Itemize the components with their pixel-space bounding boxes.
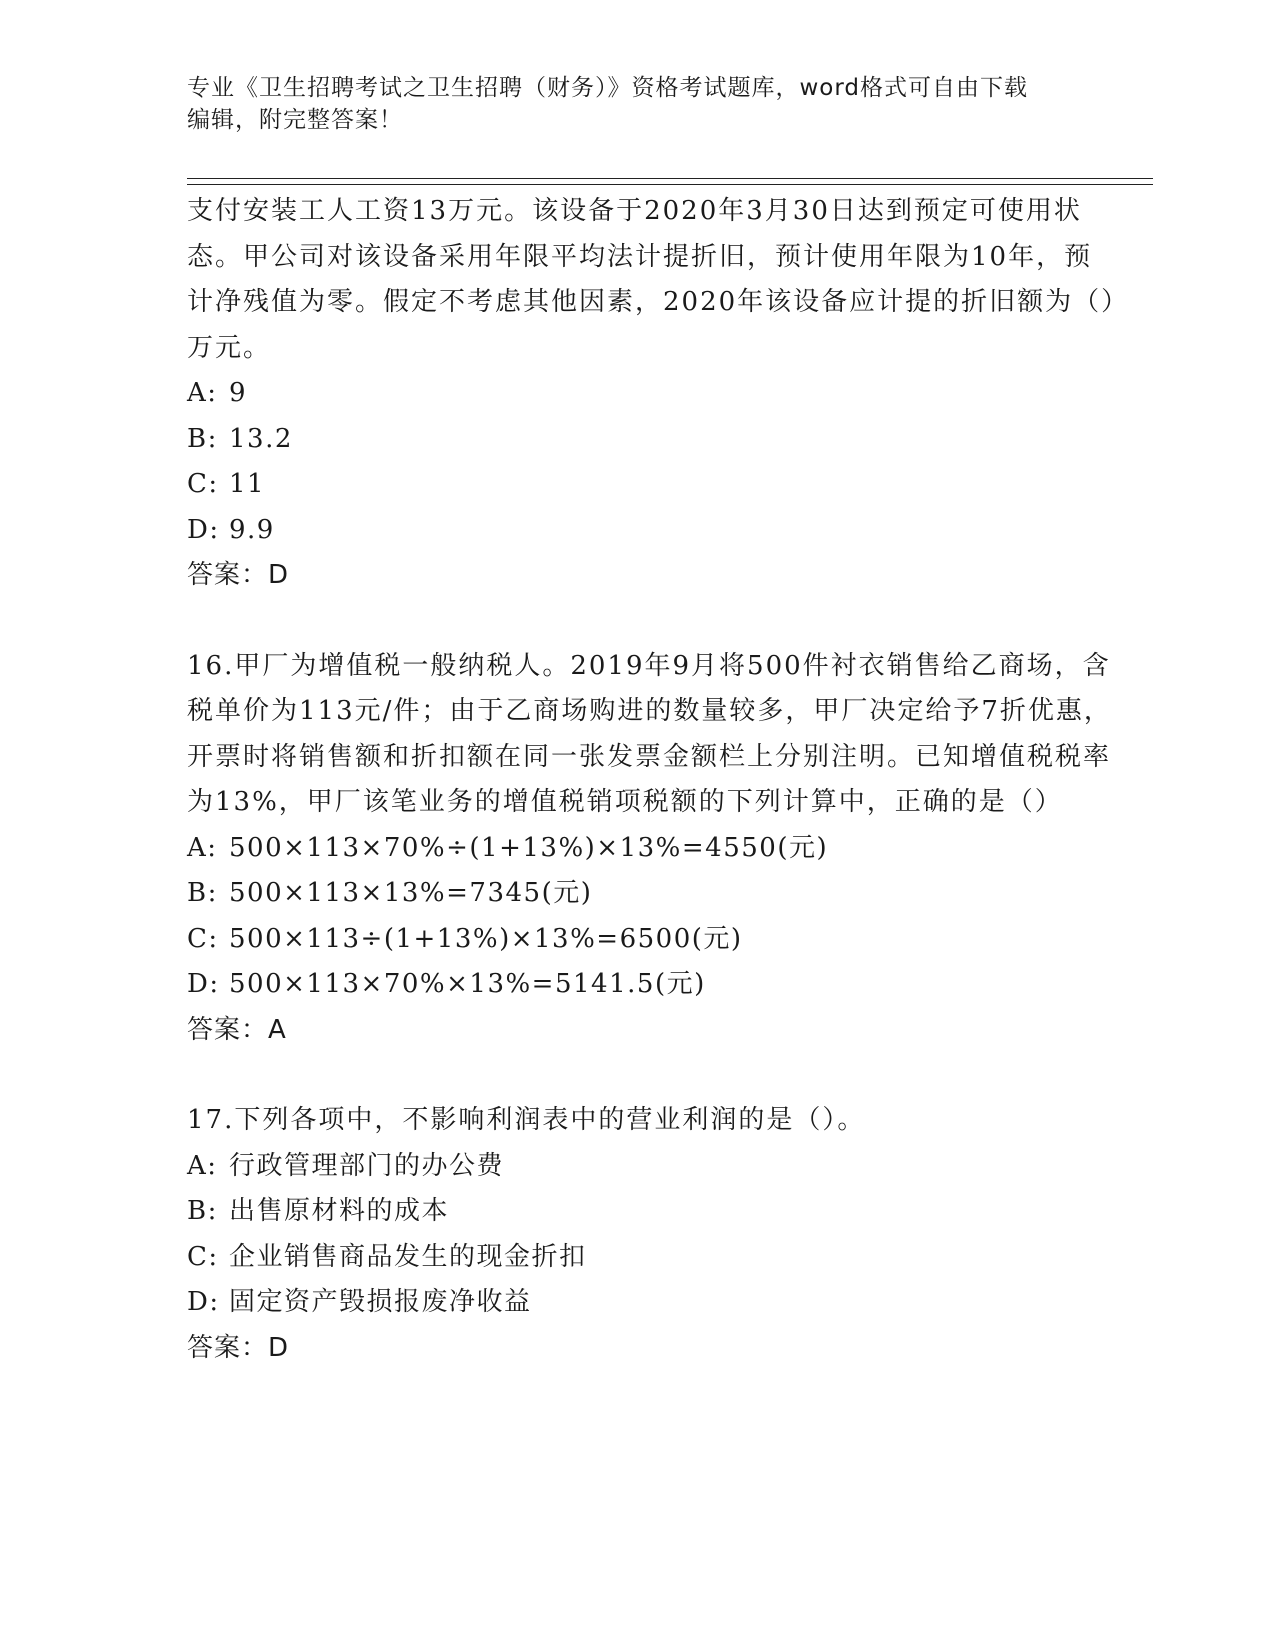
- option-c: C: 11: [187, 469, 266, 499]
- answer: 答案：D: [187, 1332, 290, 1363]
- answer: 答案：D: [187, 560, 290, 590]
- question-text: 17.下列各项中，不影响利润表中的营业利润的是（）。: [187, 1105, 866, 1135]
- question-17: [187, 1098, 1117, 1371]
- spacer: [187, 1053, 1117, 1098]
- header-rule-bottom: [187, 184, 1153, 185]
- question-text: 支付安装工人工资13万元。该设备于2020年3月30日达到预定可使用状态。甲公司对该设备采用年限平均法计提折旧，预计使用年限为10年，预计净残值为零。假定不考虑其他因素，2020年该设备应计提的折旧额为（）万元。: [187, 196, 1117, 363]
- option-a: A: 行政管理部门的办公费: [187, 1150, 505, 1181]
- option-c: C: 500×113÷(1+13%)×13%=6500(元): [187, 923, 743, 954]
- option-b: B: 13.2: [187, 423, 293, 454]
- option-c: C: 企业销售商品发生的现金折扣: [187, 1241, 587, 1272]
- header-line-1: 专业《卫生招聘考试之卫生招聘（财务）》资格考试题库，word格式可自由下载: [187, 75, 1029, 101]
- option-d: D: 9.9: [187, 514, 275, 545]
- question-list: [187, 189, 1117, 1371]
- header-rule-top: [187, 178, 1153, 179]
- header-line-2: 编辑，附完整答案！: [187, 107, 403, 133]
- option-b: B: 500×113×13%=7345(元): [187, 878, 593, 908]
- question-15: [187, 189, 1117, 599]
- question-16: [187, 644, 1117, 1054]
- document-header: [187, 72, 1087, 136]
- answer: 答案：A: [187, 1014, 287, 1045]
- question-text: 16.甲厂为增值税一般纳税人。2019年9月将500件衬衣销售给乙商场，含税单价为113元/件；由于乙商场购进的数量较多，甲厂决定给予7折优惠，开票时将销售额和折扣额在同一张发票金额栏上分别注明。已知增值税税率为13%，甲厂该笔业务的增值税销项税额的下列计算中，正确的是（）: [187, 650, 1112, 817]
- option-a: A: 9: [187, 378, 248, 408]
- option-d: D: 500×113×70%×13%=5141.5(元): [187, 969, 706, 999]
- spacer: [187, 599, 1117, 644]
- option-d: D: 固定资产毁损报废净收益: [187, 1287, 532, 1317]
- option-b: B: 出售原材料的成本: [187, 1196, 450, 1226]
- option-a: A: 500×113×70%÷(1+13%)×13%=4550(元): [187, 832, 829, 863]
